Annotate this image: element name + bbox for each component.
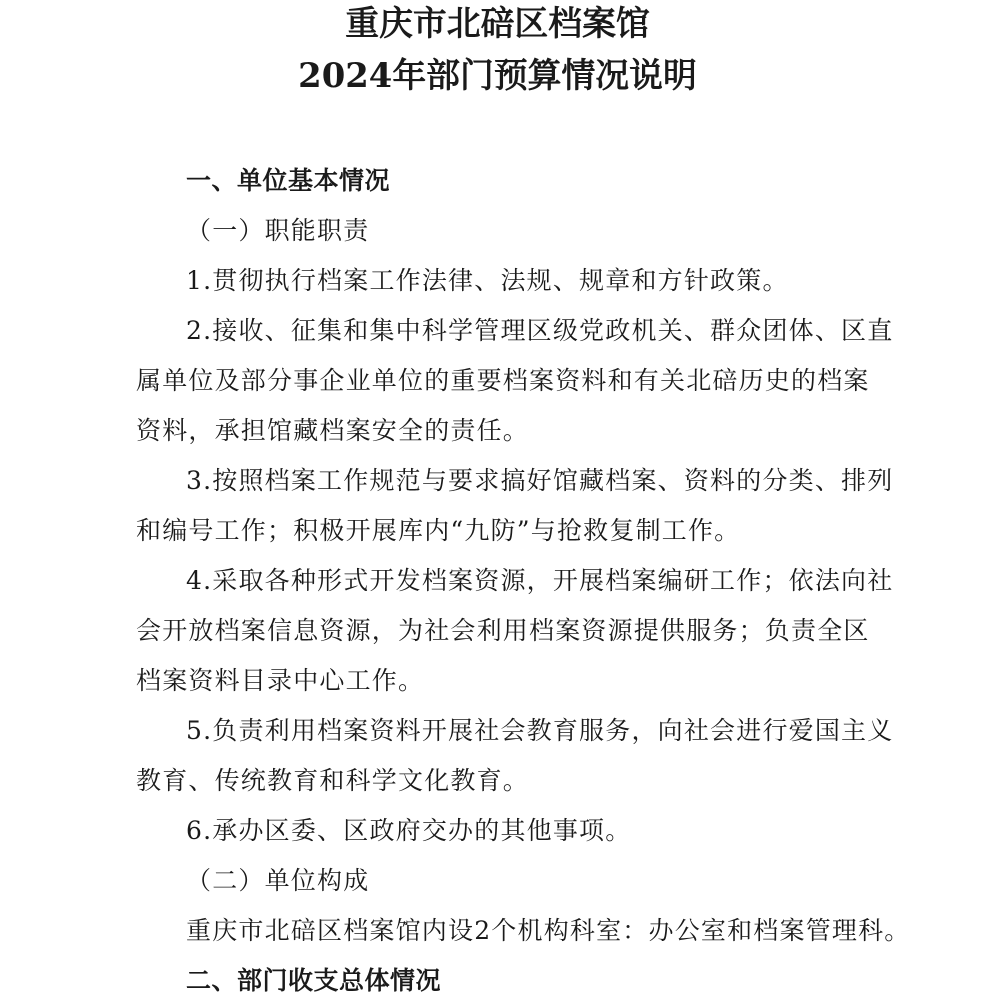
duty-item-4-line1: 4.采取各种形式开发档案资源，开展档案编研工作；依法向社 <box>186 566 894 595</box>
duty-item-1: 1.贯彻执行档案工作法律、法规、规章和方针政策。 <box>186 266 789 295</box>
duty-item-4-line3: 档案资料目录中心工作。 <box>136 666 425 695</box>
subsection-heading-composition: （二）单位构成 <box>186 866 370 895</box>
section-heading-basic-info: 一、单位基本情况 <box>186 166 391 195</box>
subsection-heading-duties: （一）职能职责 <box>186 216 370 245</box>
duty-item-5-line1: 5.负责利用档案资料开展社会教育服务，向社会进行爱国主义 <box>186 716 894 745</box>
section-heading-budget-overview: 二、部门收支总体情况 <box>186 966 442 995</box>
duty-item-5-line2: 教育、传统教育和科学文化教育。 <box>136 766 530 795</box>
document-title-line1: 重庆市北碚区档案馆 <box>345 4 650 44</box>
duty-item-2-line2: 属单位及部分事企业单位的重要档案资料和有关北碚历史的档案 <box>136 366 870 395</box>
duty-item-6: 6.承办区委、区政府交办的其他事项。 <box>186 816 632 845</box>
document-title-line2: 2024年部门预算情况说明 <box>298 56 697 96</box>
duty-item-3-line1: 3.按照档案工作规范与要求搞好馆藏档案、资料的分类、排列 <box>186 466 894 495</box>
composition-text: 重庆市北碚区档案馆内设2个机构科室：办公室和档案管理科。 <box>186 916 911 945</box>
duty-item-2-line3: 资料，承担馆藏档案安全的责任。 <box>136 416 530 445</box>
duty-item-4-line2: 会开放档案信息资源，为社会利用档案资源提供服务；负责全区 <box>136 616 870 645</box>
duty-item-2-line1: 2.接收、征集和集中科学管理区级党政机关、群众团体、区直 <box>186 316 894 345</box>
duty-item-3-line2: 和编号工作；积极开展库内“九防”与抢救复制工作。 <box>136 516 741 545</box>
